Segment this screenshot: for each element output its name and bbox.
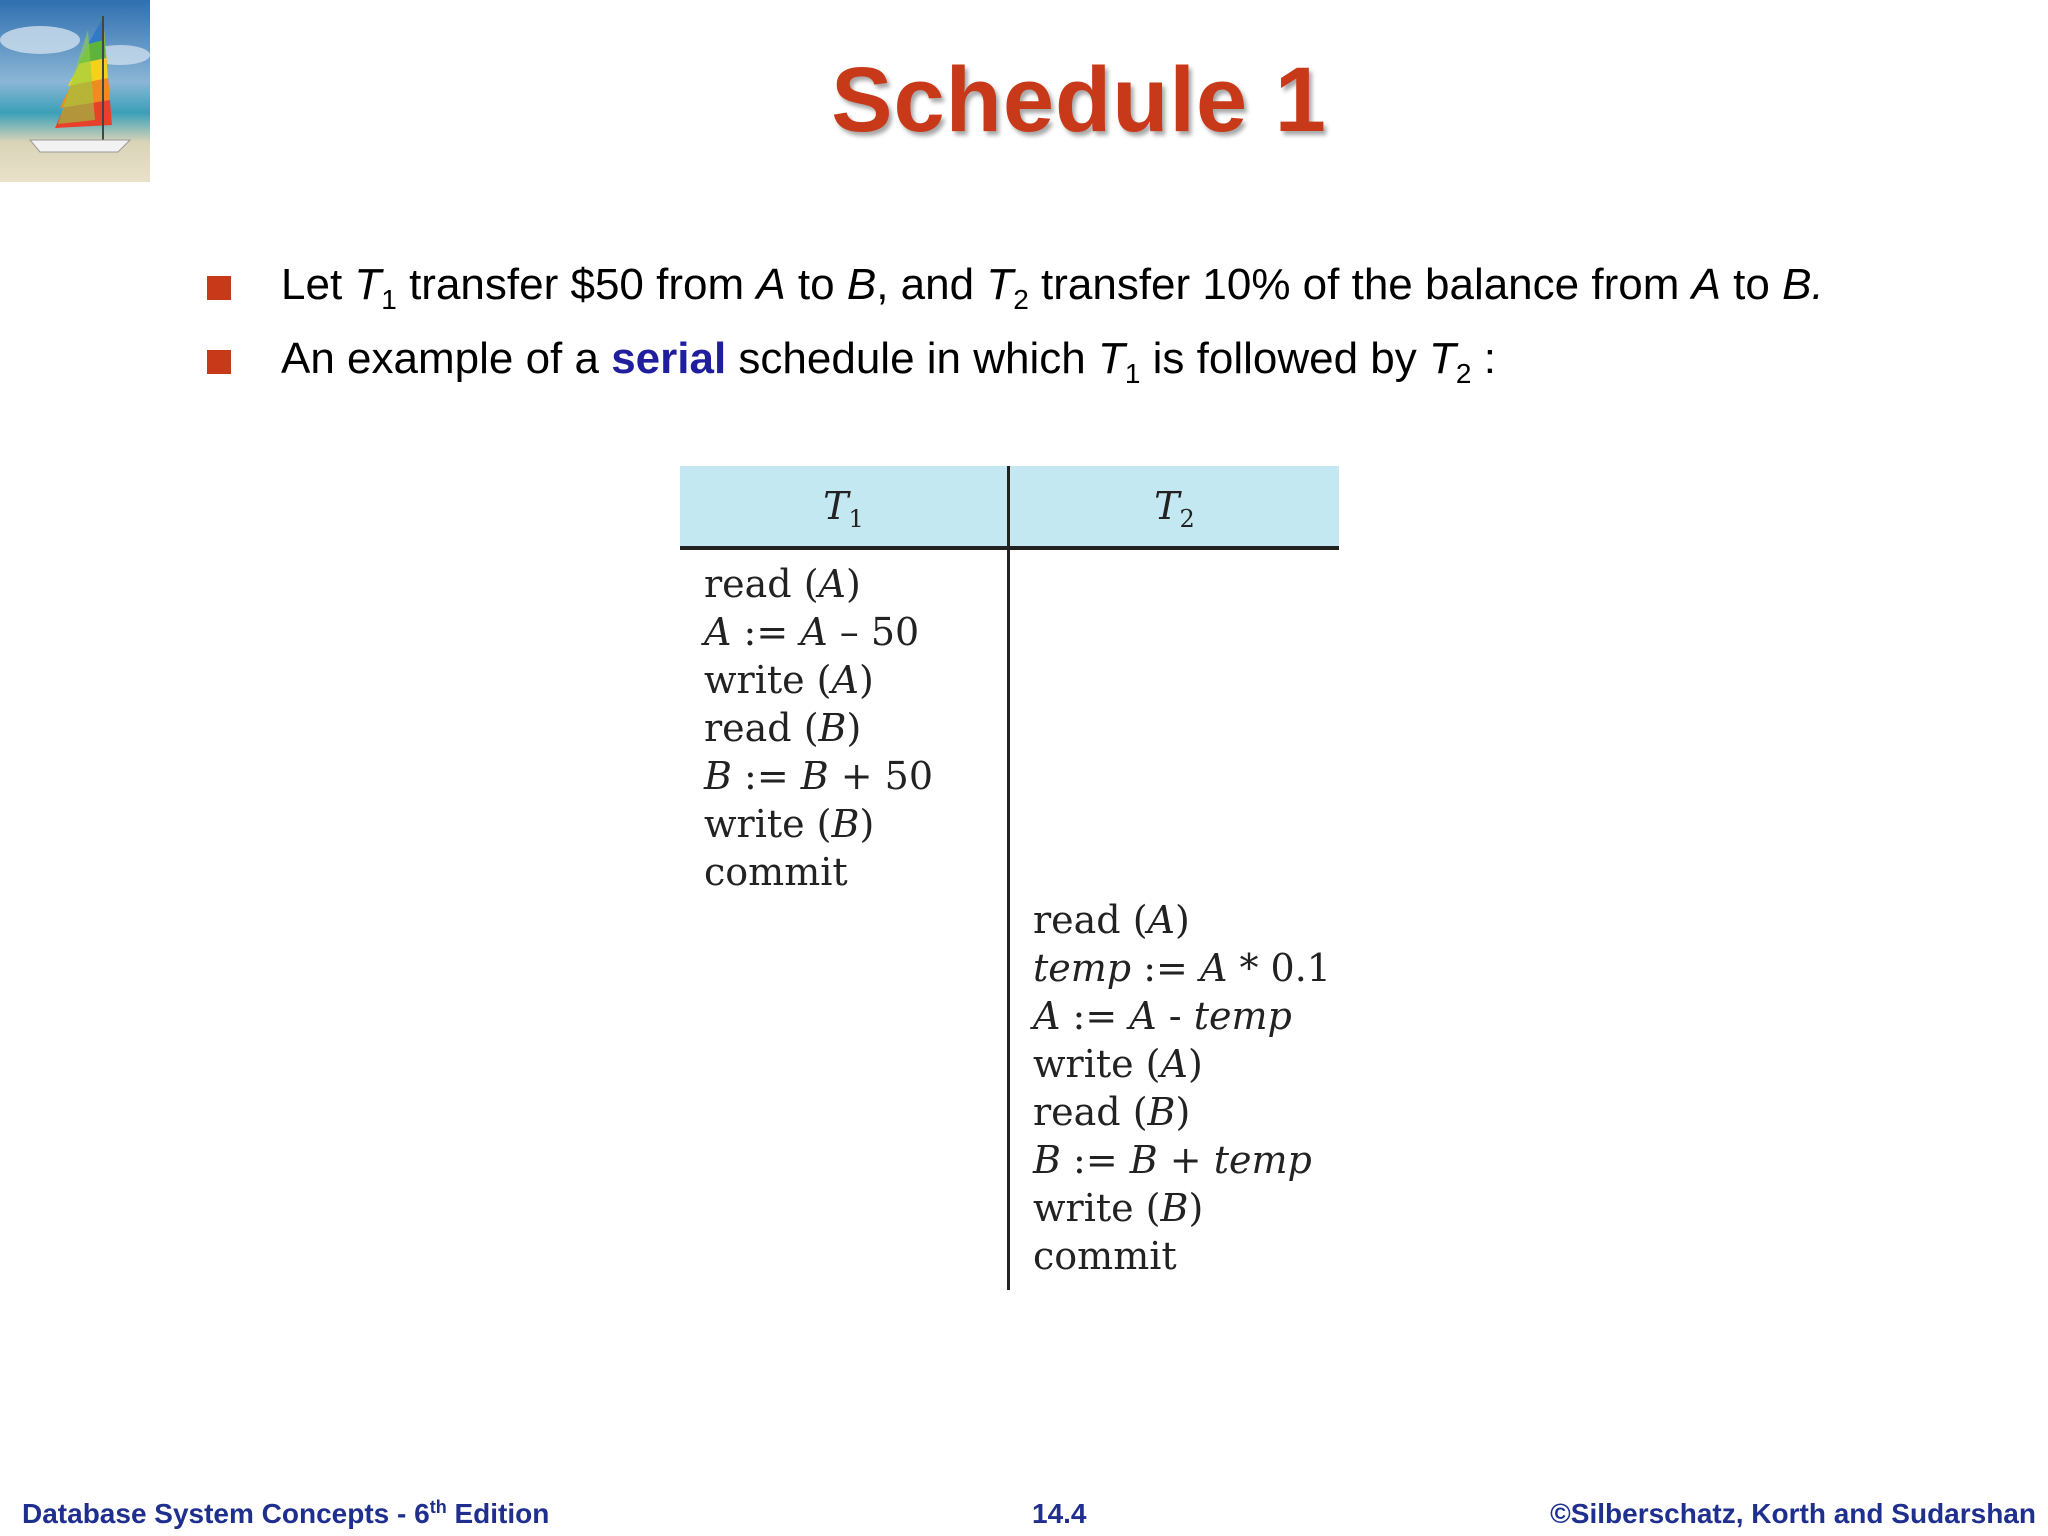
bullet-item-2: An example of a serial schedule in which $T_1$ is followed by $T_2$ : bbox=[205, 326, 2005, 400]
step-line: temp := A * 0.1 bbox=[1033, 946, 1331, 990]
header-t1: $T_1$ bbox=[823, 484, 864, 533]
footer-page-number: 14.4 bbox=[1032, 1498, 1087, 1529]
step-line: commit bbox=[1033, 1234, 1177, 1278]
step-line: write (B) bbox=[1033, 1186, 1204, 1230]
step-line: read (A) bbox=[1033, 898, 1190, 942]
bullet-list bbox=[205, 252, 2005, 400]
footer-book-title: Database System Concepts - 6th Edition bbox=[22, 1497, 550, 1529]
step-line: A := A - temp bbox=[1033, 994, 1292, 1038]
step-line: A := A – 50 bbox=[704, 610, 920, 654]
footer-copyright: ©Silberschatz, Korth and Sudarshan bbox=[1550, 1498, 2036, 1529]
square-bullet-icon bbox=[207, 276, 231, 300]
step-line: B := B + 50 bbox=[704, 754, 934, 798]
step-line: write (B) bbox=[704, 802, 875, 846]
step-line: commit bbox=[704, 850, 848, 894]
bullet-item-1: Let $T_1$ transfer $50 from A to B, and $T_2$ transfer 10% of the balance from A to B. bbox=[205, 252, 2005, 326]
step-line: read (B) bbox=[704, 706, 862, 750]
step-line: read (A) bbox=[704, 562, 861, 606]
t1-steps bbox=[704, 560, 933, 896]
step-line: B := B + temp bbox=[1033, 1138, 1312, 1182]
header-t2: $T_2$ bbox=[1154, 484, 1195, 533]
column-divider bbox=[1007, 466, 1010, 1290]
slide-title: Schedule 1 bbox=[831, 49, 1327, 151]
square-bullet-icon bbox=[207, 350, 231, 374]
step-line: write (A) bbox=[704, 658, 874, 702]
serial-keyword: serial bbox=[611, 334, 727, 383]
t2-steps bbox=[1033, 896, 1331, 1280]
step-line: write (A) bbox=[1033, 1042, 1203, 1086]
schedule-table bbox=[680, 466, 1339, 1290]
step-line: read (B) bbox=[1033, 1090, 1191, 1134]
